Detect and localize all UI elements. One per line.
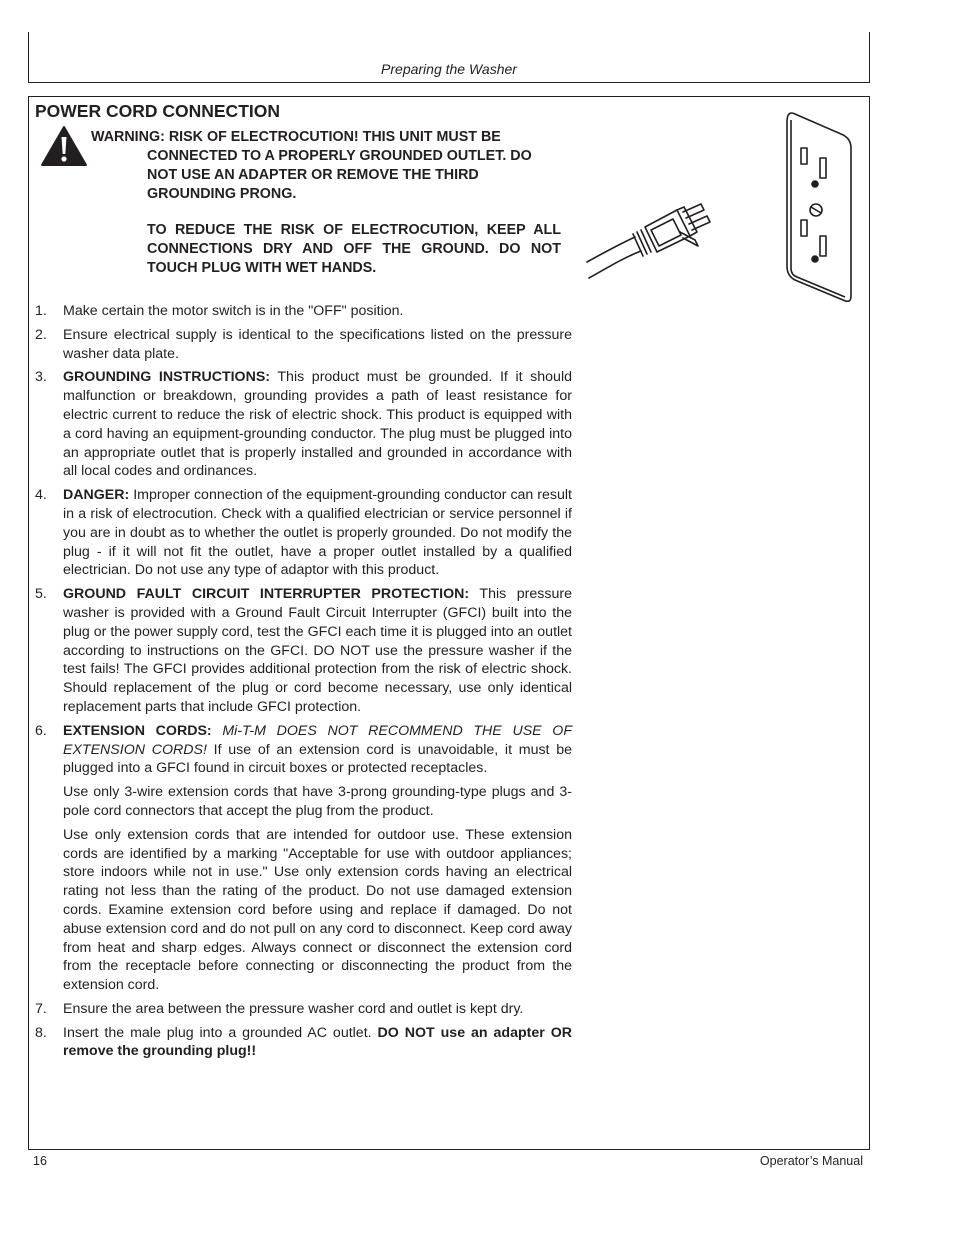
list-item: 2. Ensure electrical supply is identical to the specifications listed on the pressure washer data plate. xyxy=(35,326,572,362)
list-item: 3. GROUNDING INSTRUCTIONS: This product must be grounded. If it should malfunction or breakdown, grounding provides a path of least resistance for electric current to reduce the risk of electric shock. This product is equipped with a cord having an equipment-grounding conductor. The plug must be plugged into an appropriate outlet that is properly installed and grounded in accordance with all local codes and ordinances. xyxy=(35,369,572,480)
list-item: 4. DANGER: Improper connection of the equipment-grounding conductor can result in a risk of electrocution. Check with a qualified electrician or service personnel if you are in doubt as to whether the outlet is properly grounded. Do not modify the plug - if it will not fit the outlet, have a proper outlet installed by a qualified electrician. Do not use any type of adaptor with this product. xyxy=(35,487,572,579)
header-section-title: Preparing the Washer xyxy=(381,61,517,77)
outlet-icon xyxy=(785,112,855,304)
list-item: 1. Make certain the motor switch is in the "OFF" position. xyxy=(35,303,404,319)
list-item: 5. GROUND FAULT CIRCUIT INTERRUPTER PROTECTION: This pressure washer is provided with a Ground Fault Circuit Interrupter (GFCI) built into the plug or the power supply cord, test the GFCI each time it is plugged into an outlet according to instructions on the GFCI. DO NOT use the pressure washer if the test fails! The GFCI provides additional protection from the risk of electric shock. Should replacement of the plug or cord become necessary, use only identical replacement parts that include GFCI protection. xyxy=(35,586,572,715)
warning-block xyxy=(91,128,561,278)
manual-title: Operator’s Manual xyxy=(759,1154,863,1168)
list-item: 8. Insert the male plug into a grounded AC outlet. DO NOT use an adapter OR remove the grounding plug!! xyxy=(35,1024,572,1060)
page-number: 16 xyxy=(33,1154,47,1168)
warning-triangle-icon xyxy=(40,125,88,167)
warning-line1-rest: CONNECTED TO A PROPERLY GROUNDED OUTLET. DO NOT USE AN ADAPTER OR REMOVE THE THIRD GROUNDING PRONG. xyxy=(147,148,532,202)
list-item: 6. EXTENSION CORDS: Mi-T-M DOES NOT RECOMMEND THE USE OF EXTENSION CORDS! If use of an extension cord is unavoidable, it must be plugged into a GFCI found in circuit boxes or protected receptacles. Use only 3-wire extension cords that have 3-prong grounding-type plugs and 3-pole cord connectors that accept the plug from the product. Use only extension cords that are intended for outdoor use. These extension cords are identified by a marking "Acceptable for use with outdoor appliances; store indoors while not in use." Use only extension cords having an electrical rating not less than the rating of the product. Do not use damaged extension cords. Examine extension cord before using and replace if damaged. Do not abuse extension cord and do not pull on any cord to disconnect. Keep cord away from heat and sharp edges. Always connect or disconnect the extension cord from the receptacle before connecting or disconnecting the product from the extension cord. xyxy=(35,722,573,994)
instruction-list xyxy=(35,302,572,1066)
section-heading: POWER CORD CONNECTION xyxy=(35,101,280,121)
warning-para2: TO REDUCE THE RISK OF ELECTROCUTION, KEEP ALL CONNECTIONS DRY AND OFF THE GROUND. DO NOT TOUCH PLUG WITH WET HANDS. xyxy=(147,222,561,276)
warning-line1: WARNING: RISK OF ELECTROCUTION! THIS UNIT MUST BE xyxy=(91,129,501,145)
plug-icon xyxy=(585,200,720,285)
page-header xyxy=(28,32,870,83)
list-item: 7. Ensure the area between the pressure washer cord and outlet is kept dry. xyxy=(35,1000,524,1017)
